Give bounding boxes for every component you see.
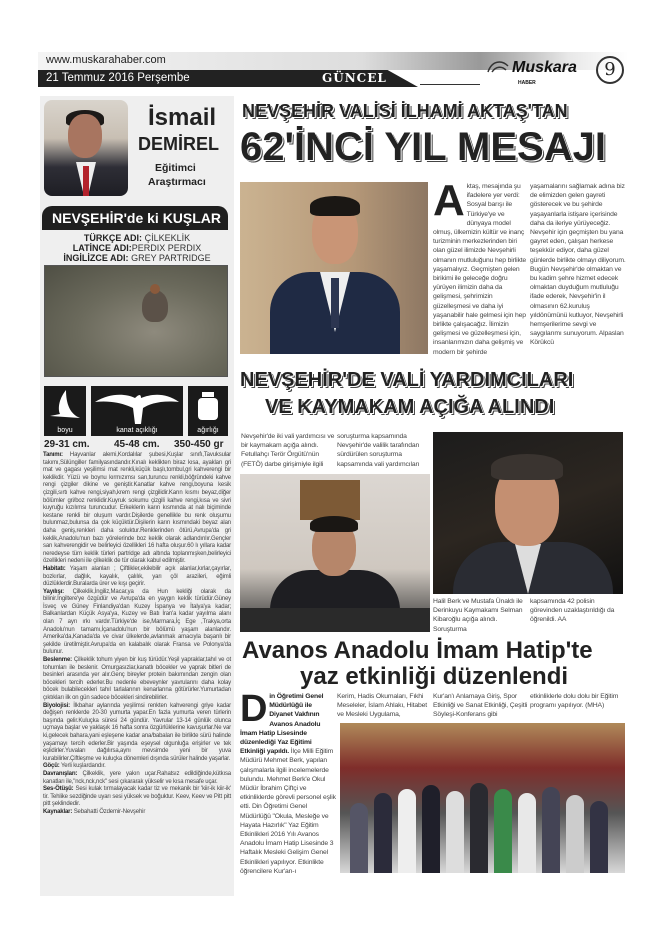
name-row bbox=[40, 233, 234, 243]
section-label: Beslenme: bbox=[43, 657, 72, 664]
article1-headline-main: 62'İNCİ YIL MESAJI bbox=[240, 125, 606, 169]
logo-name: Muskara bbox=[512, 59, 577, 76]
section-paragraph bbox=[43, 703, 231, 764]
section-text: Yerli kuşlardandır. bbox=[59, 763, 106, 770]
section-name: GÜNCEL bbox=[322, 71, 387, 85]
partridge-figure bbox=[142, 290, 168, 322]
section-paragraph bbox=[43, 809, 231, 817]
article3-column-2: Kerim, Hadis Okumaları, Fıkhi Meseleler, İslam Ahlakı, Hitabet ve Mesleki Uygulama, bbox=[337, 693, 428, 719]
author-role: Eğitimci bbox=[155, 162, 196, 174]
section-text: İlkbahar aylarında yeşilimsi renkten kahverengi griye kadar değişen renklerde 20-30 yumurta yapar.En fazla yumurta veren türlerin başında gelir.Kuluçka süresi 24 gündür. Yavrular 13-14 günlük olunca uçmaya başlar ve yaklaşık 16 hafta sonra özgürlüklerine kavuşurlar.Ne var ki,gelecek bahara,yani eşleşene kadar ana/babaları ile birlikte sürü halinde yaşamayı tercih ederler.Bir yaşında eşeysel olgunluğa erişirler ve tek eşlidirler.Yuvaları dağılırsa,aynı mevsimde yeni bir yuva kurabilirler.Çiftleşme ve kuluçka dönemleri dışında sürüler halinde yaşarlar. bbox=[43, 702, 231, 762]
article2-column-2: soruşturma kapsamında Nevşehir'de valilik tarafından sürdürülen soruşturma kapsamında vali yardımcıları bbox=[337, 433, 420, 468]
length-value: 29-31 cm. bbox=[44, 439, 90, 450]
name-label: LATİNCE ADI: bbox=[72, 243, 132, 253]
section-label: Yayılışı: bbox=[43, 588, 64, 595]
article1-headline-top: NEVŞEHİR VALİSİ İLHAMİ AKTAŞ'TAN bbox=[242, 101, 568, 121]
article3-column-3: Kur'an'ı Anlamaya Giriş, Spor Etkinliği ve Sanat Etkinliği, Çeşitli Söyleşi-Konferans gibi bbox=[433, 693, 528, 719]
weight-value: 350-450 gr bbox=[174, 439, 224, 450]
icon-label: ağırlığı bbox=[197, 427, 219, 434]
weight-icon bbox=[188, 386, 228, 426]
drop-cap: D bbox=[240, 688, 268, 730]
article2-headline-line2: VE KAYMAKAM AÇIĞA ALINDI bbox=[265, 396, 555, 418]
article2-column-1: Nevşehir'de iki vali yardımcısı ve bir kaymakam açığa alındı. Fetullahçı Terör Örgütü'nün (FETÖ) darbe girişimiyle ilgili bbox=[241, 433, 335, 468]
section-label: Davranışları: bbox=[43, 770, 78, 777]
name-row bbox=[40, 243, 234, 253]
bird-side-icon bbox=[44, 386, 86, 426]
icon-label: kanat açıklığı bbox=[116, 427, 158, 434]
column-title: NEVŞEHİR'de ki KUŞLAR bbox=[52, 210, 222, 226]
issue-date: 21 Temmuz 2016 Perşembe bbox=[46, 72, 190, 84]
article1-intro: ktaş, mesajında şu ifadelere yer verdi: Sosyal barışı ile bbox=[466, 183, 521, 209]
district-governor-photo bbox=[433, 432, 623, 594]
students-group-photo bbox=[340, 723, 625, 873]
section-text: Çilkeklik tohum yiyen bir kuş türüdür.Yeşil yapraklar,tahıl ve ot tohumları ile beslenir. Omurgasızlar,kanatlı böcekler ve yaprak bitleri de besinleri arasında yer alır.Genç bireyler protein bakımından zengin olan böcekleri tercih ederler.Bu nedenle ebeveynler yavrularını daha kolay böcek bulabilecekleri tahıl tarlalarının kenarlarına götürürler.Yumurtadan çıktıkları ilk on gün sadece böcekleri sindirebilirler. bbox=[43, 657, 231, 701]
section-text: Çilkeklik, yere yakın uçar.Rahatsız edildiğinde,kütkısa kanatları ile,"nck,nck,nck" sesi çıkararak yükselir ve kısa mesafe uçar. bbox=[43, 770, 231, 785]
section-paragraph bbox=[43, 771, 231, 786]
governor-photo bbox=[240, 182, 428, 354]
name-label: TÜRKÇE ADI: bbox=[83, 233, 143, 243]
photo-caption-2: kapsamında 42 polisin görevinden uzaklaştırıldığı da öğrenildi. AA bbox=[530, 598, 615, 624]
name-value: ÇİLKEKLİK bbox=[142, 233, 191, 243]
section-text: Sesi kulak tırmalayacak kadar tiz ve mekanik bir 'kiir-ik kiir-ik' tir. Tehlike sezdiğinde uyarı sesi yüksek ve boğuktur. Keev, Keev ve Pitt pitt pitt şeklindedir. bbox=[43, 786, 231, 808]
site-url[interactable]: www.muskarahaber.com bbox=[46, 54, 166, 66]
section-text: Çilkeklik,İngiliz,Macar,ya da Hun kekliği olarak da bilinir.İngiltere'ye özgüdür ve Avrupa'da en yaygın keklik türüdür.Güney İsveç ve Güney Finlandiya'dan Kuzey İspanya ve İtalya'ya kadar; Balkanlardan Küçük Asya'ya, Kuzey ve Batı İran'a kadar yayılma alanı olan 7 ayrı ırkı vardır.Türkiye'de ise,Marmara,İç Ege ,Trakya,orta Anadolu'nun tamamı,İçanadolu'nun bir bölümü yaşam alanlarıdır. Amerika'da,Kanada'da ve civar ülkelerde,avlanmak amacıyla başarılı bir şekilde üretilmiştir.Avrupa'da en kalabalık olarak Fransa ve Polonya'da bulunur. bbox=[43, 588, 231, 656]
section-label: Göçü: bbox=[43, 763, 60, 770]
wingspan-icon bbox=[91, 386, 183, 426]
page-number: 9 bbox=[596, 56, 624, 84]
logo-subtitle: HABER bbox=[518, 80, 536, 86]
article2-headline-line1: NEVŞEHİR'DE VALİ YARDIMCILARI bbox=[240, 369, 574, 391]
drop-cap: A bbox=[433, 176, 465, 225]
article3-headline-line2: yaz etkinliği düzenlendi bbox=[300, 663, 569, 690]
section-paragraph bbox=[43, 763, 231, 771]
section-label: Ses-Ötüşü: bbox=[43, 786, 74, 793]
author-last-name: DEMİREL bbox=[138, 134, 219, 154]
article3-lead-intro: in Öğretimi Genel Müdürlüğü ile Diyanet Vakfının bbox=[269, 693, 324, 719]
section-paragraph bbox=[43, 657, 231, 703]
name-row bbox=[40, 253, 234, 263]
article3-headline-line1: Avanos Anadolu İmam Hatip'te bbox=[242, 637, 593, 664]
bird-photo bbox=[44, 265, 228, 377]
article3-lead: Avanos Anadolu İmam Hatip Lisesinde düzenlediği Yaz Eğitimi Etkinliği yapıldı. bbox=[240, 720, 321, 756]
section-label: Tanımı: bbox=[43, 452, 63, 458]
section-label: Habitatı: bbox=[43, 565, 66, 572]
section-label: Biyolojisi: bbox=[43, 702, 71, 709]
article3-text: İlçe Milli Eğitim Müdürü Mehmet Berk, yapılan çalışmalarla ilgili incelemelerde bulundu. Mehmet Berk'e Okul Müdür İbrahim Çiftçi ve etkinliklerde görevli personel eşlik etti. Din Öğretimi Genel Müdürlüğü "Okula, Mesleğe ve Hayata Hazırlık" Yaz Eğitim Etkinlikleri 2016 Yılı Avanos Anadolu İmam Hatip Lisesinde 3 Haftalık Mesleki Gelişim Genel Etkinlikleri yapılıyor. Etkinlikte öğrencilere Kur'an-ı bbox=[240, 748, 336, 875]
article3-column-1 bbox=[240, 688, 336, 876]
article1-column-1 bbox=[433, 176, 528, 357]
length-icon-box bbox=[44, 386, 86, 436]
deputy-governor-photo bbox=[240, 474, 430, 632]
section-text: Yaşam alanları ; Çiftlikler,ekilebilir açık alanlar,kırlar,çayırlar, bozkırlar, dağlık, kayalık, çalılık, yarı çöl arazileri, eğimli düzlüklerdir.Buralarda ürer ve kışı geçirir. bbox=[43, 565, 231, 588]
author-photo bbox=[44, 100, 128, 196]
section-paragraph bbox=[43, 589, 231, 657]
name-value: GREY PARTRIDGE bbox=[128, 253, 211, 263]
name-value: PERDIX PERDIX bbox=[131, 243, 202, 253]
section-paragraph bbox=[43, 566, 231, 589]
icon-label: boyu bbox=[57, 427, 73, 434]
author-first-name: İsmail bbox=[148, 104, 217, 131]
author-role: Araştırmacı bbox=[148, 176, 206, 188]
photo-caption-1: Halil Berk ve Mustafa Ünaldı ile Derinkuyu Kaymakamı Selman Kibaroğlu açığa alındı. Soruşturma bbox=[433, 598, 523, 633]
weight-icon-box bbox=[188, 386, 228, 436]
wingspan-value: 45-48 cm. bbox=[114, 439, 160, 450]
partridge-head bbox=[150, 284, 160, 294]
section-text: Sebahatti Özdemir-Nevşehir bbox=[72, 808, 146, 815]
article3-column-4: etkinliklerle dolu dolu bir Eğitim programı yapılıyor. (MHA) bbox=[530, 693, 619, 710]
section-label: Kaynaklar: bbox=[43, 808, 73, 815]
section-paragraph bbox=[43, 452, 231, 566]
wingspan-icon-box bbox=[91, 386, 183, 436]
logo-icon bbox=[486, 58, 512, 78]
header-divider bbox=[420, 84, 480, 85]
article1-text: Türkiye'ye ve dünyaya model olmuş, ülkemizin kültür ve inanç turizminin merkezlerinden biri olan güzel ilimizde Nevşehirli olmanın mutluluğunu hep birlikte yaşamalıyız. Geçmişten gelen birikimi ile geleceğe doğru yürüyen ilimizin daha da gelişmesi, şehrimizin güzelleşmesi ve daha iyi yaşanabilir hale gelmesi için hep birlikte çalışacağız. İlimizin gelişmesi ve güzelleşmesi için, insanlarımızın daha gelişmiş ve modern bir şehirde bbox=[433, 210, 527, 356]
section-text: Hayvanlar alemi,Kordalılar şubesi,Kuşlar sınıfı,Tavuksular takımı,Sülüngiller familyasındandır.Kınalı keklikten biraz kısa, ayakları gri mat ve gagası yeşilimsi mat renkli,küçük başlı,tombul,gri kahverengi bir keklikdir. Yüzü ve boynu kırmızımsı sarı,turuncu renkli,böğründeki kahve rengi çizgiler dikine ve geniştir.Kanatlar kahve rengi,boyuna kesik çizgili,sırtı kahve rengi,siyah,krem rengi çizgilidir.Karın kısmı beyaz,diğer bölümler gri/boz renklidir.Kuyruk sokumu çizgili kahve rengi,kısa ve sivri kuyruğu kızılımsı turuncudur. Erkeklerin karın kısmında at nalı biçiminde kestane renkli bir oluşum vardır.Dişilerde genellikle bu renk oluşumu bulunmaz,bulunsa da çok küçüktür.Dişilerin karın kısmındaki beyaz alan daha geniş,renkleri daha soluktur.Renklerinden ötürü,Avrupa'da gri keklik,Anadolu'nun bazı yörelerinde boz keklik olarak adlandırılır.Gençler sarı kahverengidir ve belirleyici özellikleri 16 hafta oluşur.60 lı yıllara kadar neredeyse tüm keklik türleri partridge adı altında toplanmışken,belirleyici özellikleri nedeni ile çilkeklik de tür olarak kabul edilmiştir. bbox=[43, 452, 231, 565]
section-paragraph bbox=[43, 786, 231, 809]
name-label: İNGİLİZCE ADI: bbox=[63, 253, 129, 263]
bird-article-body bbox=[43, 452, 231, 817]
article1-column-2: yaşamalarını sağlamak adına biz de elimizden gelen gayreti gösterecek ve bu şehirde yaşayanlarla istişare içerisinde daha da ileriye yürüyeceğiz. Nevşehir için geçmişten bu yana gayret eden, çalışan herkese teşekkür ediyor, daha güzel günlerde birlikte olmayı diliyorum. Bugün Nevşehir'de olmaktan ve bu kadim şehre hizmet edecek olmaktan duyduğum mutluluğu ifade ederek, Nevşehir'in il olmasının 62.kuruluş yıldönümünü kutluyor, Nevşehirli hemşerilerime sevgi ve saygılarımı sunuyorum. Alpaslan Körükcü bbox=[530, 183, 626, 347]
